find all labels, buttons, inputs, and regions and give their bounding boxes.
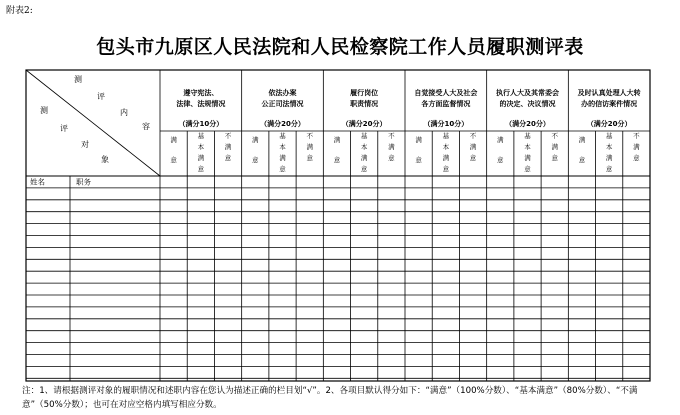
rating-label-char: 满 xyxy=(469,143,477,151)
rating-label-char: 意 xyxy=(633,154,640,162)
category-title-line2: 职责情况 xyxy=(350,100,379,108)
rating-label-char: 基 xyxy=(279,132,286,140)
rating-label-char: 意 xyxy=(442,165,450,173)
rating-label-char: 意 xyxy=(360,165,368,173)
diagonal-top-char: 内 xyxy=(120,108,128,117)
attachment-label: 附表2: xyxy=(6,6,33,16)
rating-label-char: 基 xyxy=(360,132,368,140)
category-score: （满分20分） xyxy=(341,120,387,128)
category-title-line2: 的决定、决议情况 xyxy=(499,100,556,108)
rating-label-char: 基 xyxy=(605,132,613,140)
category-score: （满分10分） xyxy=(423,120,469,128)
footnote: 注：1、请根据测评对象的履职情况和述职内容在您认为描述正确的栏目划“√”。2、各项目默认得分如下：“满意”（100%分数）、“基本满意”（80%分数）、“不满意”（50%分数）；也可在对应空格内填写相应分数。 xyxy=(22,386,638,410)
category-score: （满分10分） xyxy=(178,120,224,128)
rating-label-char: 满 xyxy=(551,143,558,151)
rating-label-char: 不 xyxy=(551,132,558,140)
rating-label-char: 满 xyxy=(170,136,177,144)
rating-label-char: 满 xyxy=(252,136,259,144)
diagonal-line xyxy=(26,70,160,176)
rating-label-char: 不 xyxy=(224,132,232,140)
category-score: （满分20分） xyxy=(505,120,550,128)
rating-label-char: 意 xyxy=(252,156,259,164)
rating-label-char: 本 xyxy=(360,143,368,151)
category-title-line2: 办的信访案件情况 xyxy=(581,100,638,108)
category-title-line1: 履行岗位 xyxy=(350,89,379,97)
rating-label-char: 满 xyxy=(333,136,341,144)
diagonal-bottom-char: 象 xyxy=(101,155,109,164)
rating-label-char: 意 xyxy=(524,165,531,173)
rating-label-char: 满 xyxy=(224,143,232,151)
rating-label-char: 基 xyxy=(442,132,450,140)
rating-label-char: 意 xyxy=(224,154,232,162)
diagonal-top-char: 评 xyxy=(97,92,105,101)
rating-label-char: 意 xyxy=(578,156,586,164)
diagonal-left-char: 测 xyxy=(40,106,48,115)
diagonal-top-char: 测 xyxy=(74,75,82,84)
diagonal-top-char: 容 xyxy=(142,122,150,131)
rating-label-char: 满 xyxy=(415,136,422,144)
rating-label-char: 意 xyxy=(170,156,177,164)
rating-label-char: 意 xyxy=(279,165,286,173)
rating-label-char: 意 xyxy=(197,165,205,173)
rating-label-char: 满 xyxy=(388,143,395,151)
rating-label-char: 满 xyxy=(578,136,586,144)
rating-label-char: 意 xyxy=(469,154,477,162)
rating-label-char: 意 xyxy=(306,154,313,162)
rating-label-char: 满 xyxy=(360,154,368,162)
position-header: 职务 xyxy=(76,177,91,187)
category-title-line2: 法律、法规情况 xyxy=(176,100,226,108)
rating-label-char: 满 xyxy=(442,154,450,162)
diagonal-bottom-char: 对 xyxy=(81,140,89,149)
rating-label-char: 基 xyxy=(197,132,205,140)
rating-label-char: 本 xyxy=(605,143,613,151)
rating-label-char: 意 xyxy=(333,156,341,164)
rating-label-char: 本 xyxy=(524,143,531,151)
diagonal-left-char: 评 xyxy=(60,124,68,133)
rating-label-char: 本 xyxy=(197,143,205,151)
rating-label-char: 满 xyxy=(497,136,504,144)
category-title-line1: 遵守宪法、 xyxy=(183,89,219,97)
rating-label-char: 本 xyxy=(442,143,450,151)
rating-label-char: 满 xyxy=(633,143,640,151)
rating-label-char: 满 xyxy=(524,154,531,162)
rating-label-char: 本 xyxy=(279,143,286,151)
rating-label-char: 意 xyxy=(415,156,422,164)
page-title: 包头市九原区人民法院和人民检察院工作人员履职测评表 xyxy=(96,36,584,58)
rating-label-char: 不 xyxy=(388,132,395,140)
category-title-line1: 及时认真处理人大转 xyxy=(577,89,641,97)
rating-label-char: 意 xyxy=(497,156,504,164)
category-title-line1: 自觉接受人大及社会 xyxy=(414,89,478,97)
rating-label-char: 满 xyxy=(197,154,205,162)
rating-label-char: 不 xyxy=(306,132,313,140)
category-title-line1: 依法办案 xyxy=(268,89,297,97)
name-header: 姓名 xyxy=(30,177,45,187)
rating-label-char: 满 xyxy=(279,154,286,162)
rating-label-char: 意 xyxy=(605,165,613,173)
rating-label-char: 满 xyxy=(306,143,313,151)
category-title-line1: 执行人大及其常委会 xyxy=(496,89,559,97)
rating-label-char: 基 xyxy=(524,132,531,140)
category-title-line2: 公正司法情况 xyxy=(261,100,304,108)
rating-label-char: 不 xyxy=(469,132,477,140)
rating-label-char: 意 xyxy=(551,154,558,162)
category-score: （满分20分） xyxy=(260,120,305,128)
rating-label-char: 不 xyxy=(633,132,640,140)
category-score: （满分20分） xyxy=(586,120,632,128)
category-title-line2: 各方面监督情况 xyxy=(421,100,471,108)
rating-label-char: 满 xyxy=(605,154,613,162)
rating-label-char: 意 xyxy=(388,154,395,162)
